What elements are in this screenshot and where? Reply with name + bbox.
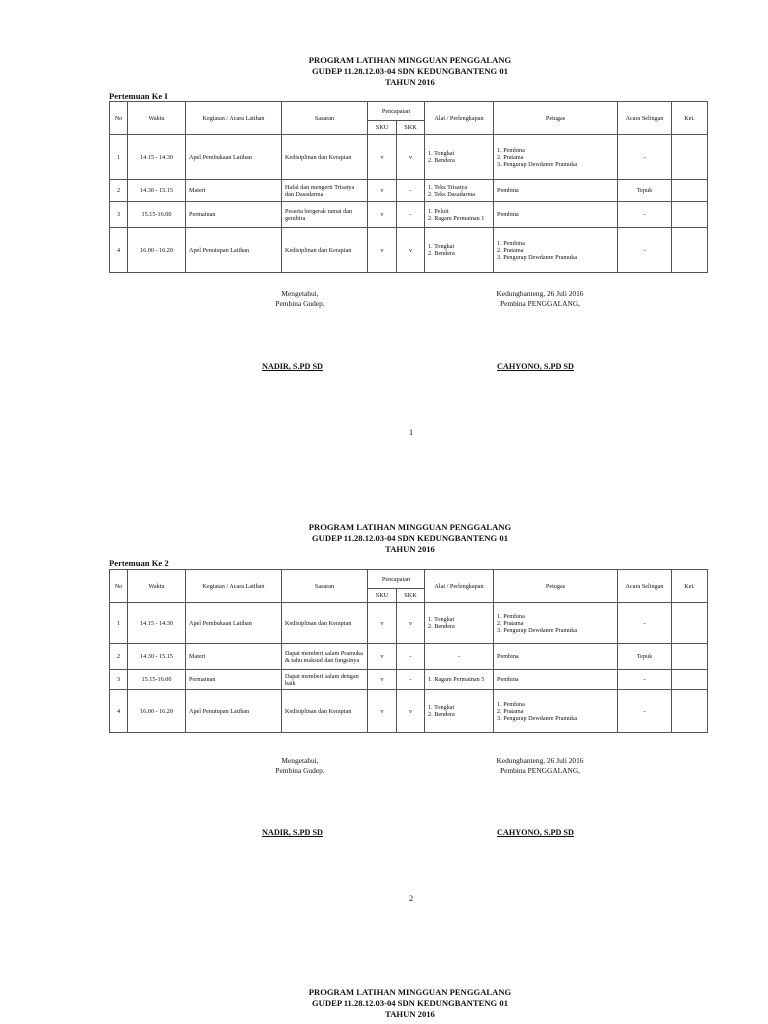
signer-left-name: NADIR, S.PD SD xyxy=(262,828,323,837)
col-alat: Alat / Perlengkapan xyxy=(425,570,494,603)
col-sku: SKU xyxy=(368,589,397,603)
col-waktu: Waktu xyxy=(128,570,186,603)
table-row: 2 14.30 - 15.15 Materi Dapat memberi salam Pramuka & tahu maksud dan fungsinya v - - Pembina Tepuk xyxy=(110,644,708,670)
col-pencapaian: Pencapaian xyxy=(368,570,425,589)
signature-left: Mengetahui, Pembina Gudep. xyxy=(275,756,325,775)
col-no: No xyxy=(110,570,128,603)
document-title: PROGRAM LATIHAN MINGGUAN PENGGALANG GUDEP 11.28.12.03-04 SDN KEDUNGBANTENG 01 TAHUN 2016 xyxy=(308,522,512,554)
signer-left-name: NADIR, S.PD SD xyxy=(262,362,323,371)
col-waktu: Waktu xyxy=(128,102,186,135)
table-header-row xyxy=(110,570,708,589)
page-number: 2 xyxy=(408,894,414,903)
col-skk: SKK xyxy=(397,589,425,603)
table-row: 3 15.15-16.00 Permainan Dapat memberi salam dengan baik v - 1. Ragam Permainan 5 Pembina - xyxy=(110,670,708,690)
col-kegiatan: Kegiatan / Acara Latihan xyxy=(186,570,282,603)
signature-left: Mengetahui, Pembina Gudep. xyxy=(275,289,325,308)
col-selingan: Acara Selingan xyxy=(618,570,672,603)
col-selingan: Acara Selingan xyxy=(618,102,672,135)
meeting-title: Pertemuan Ke 2 xyxy=(109,558,169,568)
program-table xyxy=(109,569,708,733)
document-title: PROGRAM LATIHAN MINGGUAN PENGGALANG GUDEP 11.28.12.03-04 SDN KEDUNGBANTENG 01 TAHUN 2016 xyxy=(308,55,512,87)
document-title: PROGRAM LATIHAN MINGGUAN PENGGALANG GUDEP 11.28.12.03-04 SDN KEDUNGBANTENG 01 TAHUN 2016 xyxy=(308,987,512,1019)
col-ket: Ket. xyxy=(672,570,708,603)
table-row: 1 14.15 - 14.30 Apel Pembukaan Latihan Kedisiplinan dan Kerapian v v 1. Tongkat 2. Bendera 1. Pembina 2. Pratama 3. Pengurap Dewdanre Pramuka - xyxy=(110,135,708,180)
program-table xyxy=(109,101,708,273)
col-sasaran: Sasaran xyxy=(282,570,368,603)
col-kegiatan: Kegiatan / Acara Latihan xyxy=(186,102,282,135)
signer-right-name: CAHYONO, S.PD SD xyxy=(497,828,574,837)
col-petugas: Petugas xyxy=(494,570,618,603)
meeting-title: Pertemuan Ke I xyxy=(109,91,168,101)
page-number: 1 xyxy=(408,428,414,437)
signature-right: Kedungbanteng, 26 Juli 2016 Pembina PENGGALANG, xyxy=(496,756,584,775)
signature-right: Kedungbanteng, 26 Juli 2016 Pembina PENGGALANG, xyxy=(496,289,584,308)
table-row: 4 16.00 - 16.20 Apel Penutupan Latihan Kedisiplinan dan Kerapian v v 1. Tongkat 2. Bendera 1. Pembina 2. Pratama 3. Pengurap Dewdanre Pramuka - xyxy=(110,690,708,733)
signer-right-name: CAHYONO, S.PD SD xyxy=(497,362,574,371)
table-header-row xyxy=(110,102,708,121)
table-row: 4 16.00 - 16.20 Apel Penutupan Latihan Kedisiplinan dan Kerapian v v 1. Tongkat 2. Bendera 1. Pembina 2. Pratama 3. Pengurap Dewdanre Pramuka - xyxy=(110,228,708,273)
col-sku: SKU xyxy=(368,121,397,135)
col-petugas: Petugas xyxy=(494,102,618,135)
col-alat: Alat / Perlengkapan xyxy=(425,102,494,135)
col-skk: SKK xyxy=(397,121,425,135)
table-row: 2 14.30 - 15.15 Materi Hafal dan mengerti Trisatya dan Dasadarma v - 1. Teks Trisatya 2. Teks Dasadarma Pembina Tepuk xyxy=(110,180,708,202)
col-sasaran: Sasaran xyxy=(282,102,368,135)
table-row: 3 15.15-16.00 Permainan Peserta bergerak ramai dan gembira v - 1. Peluit 2. Ragam Permainan 1 Pembina - xyxy=(110,202,708,228)
table-row: 1 14.15 - 14.30 Apel Pembukaan Latihan Kedisiplinan dan Kerapian v v 1. Tongkat 2. Bendera 1. Pembina 2. Pratama 3. Pengurap Dewdanre Pramuka - xyxy=(110,603,708,644)
col-pencapaian: Pencapaian xyxy=(368,102,425,121)
col-ket: Ket. xyxy=(672,102,708,135)
col-no: No xyxy=(110,102,128,135)
